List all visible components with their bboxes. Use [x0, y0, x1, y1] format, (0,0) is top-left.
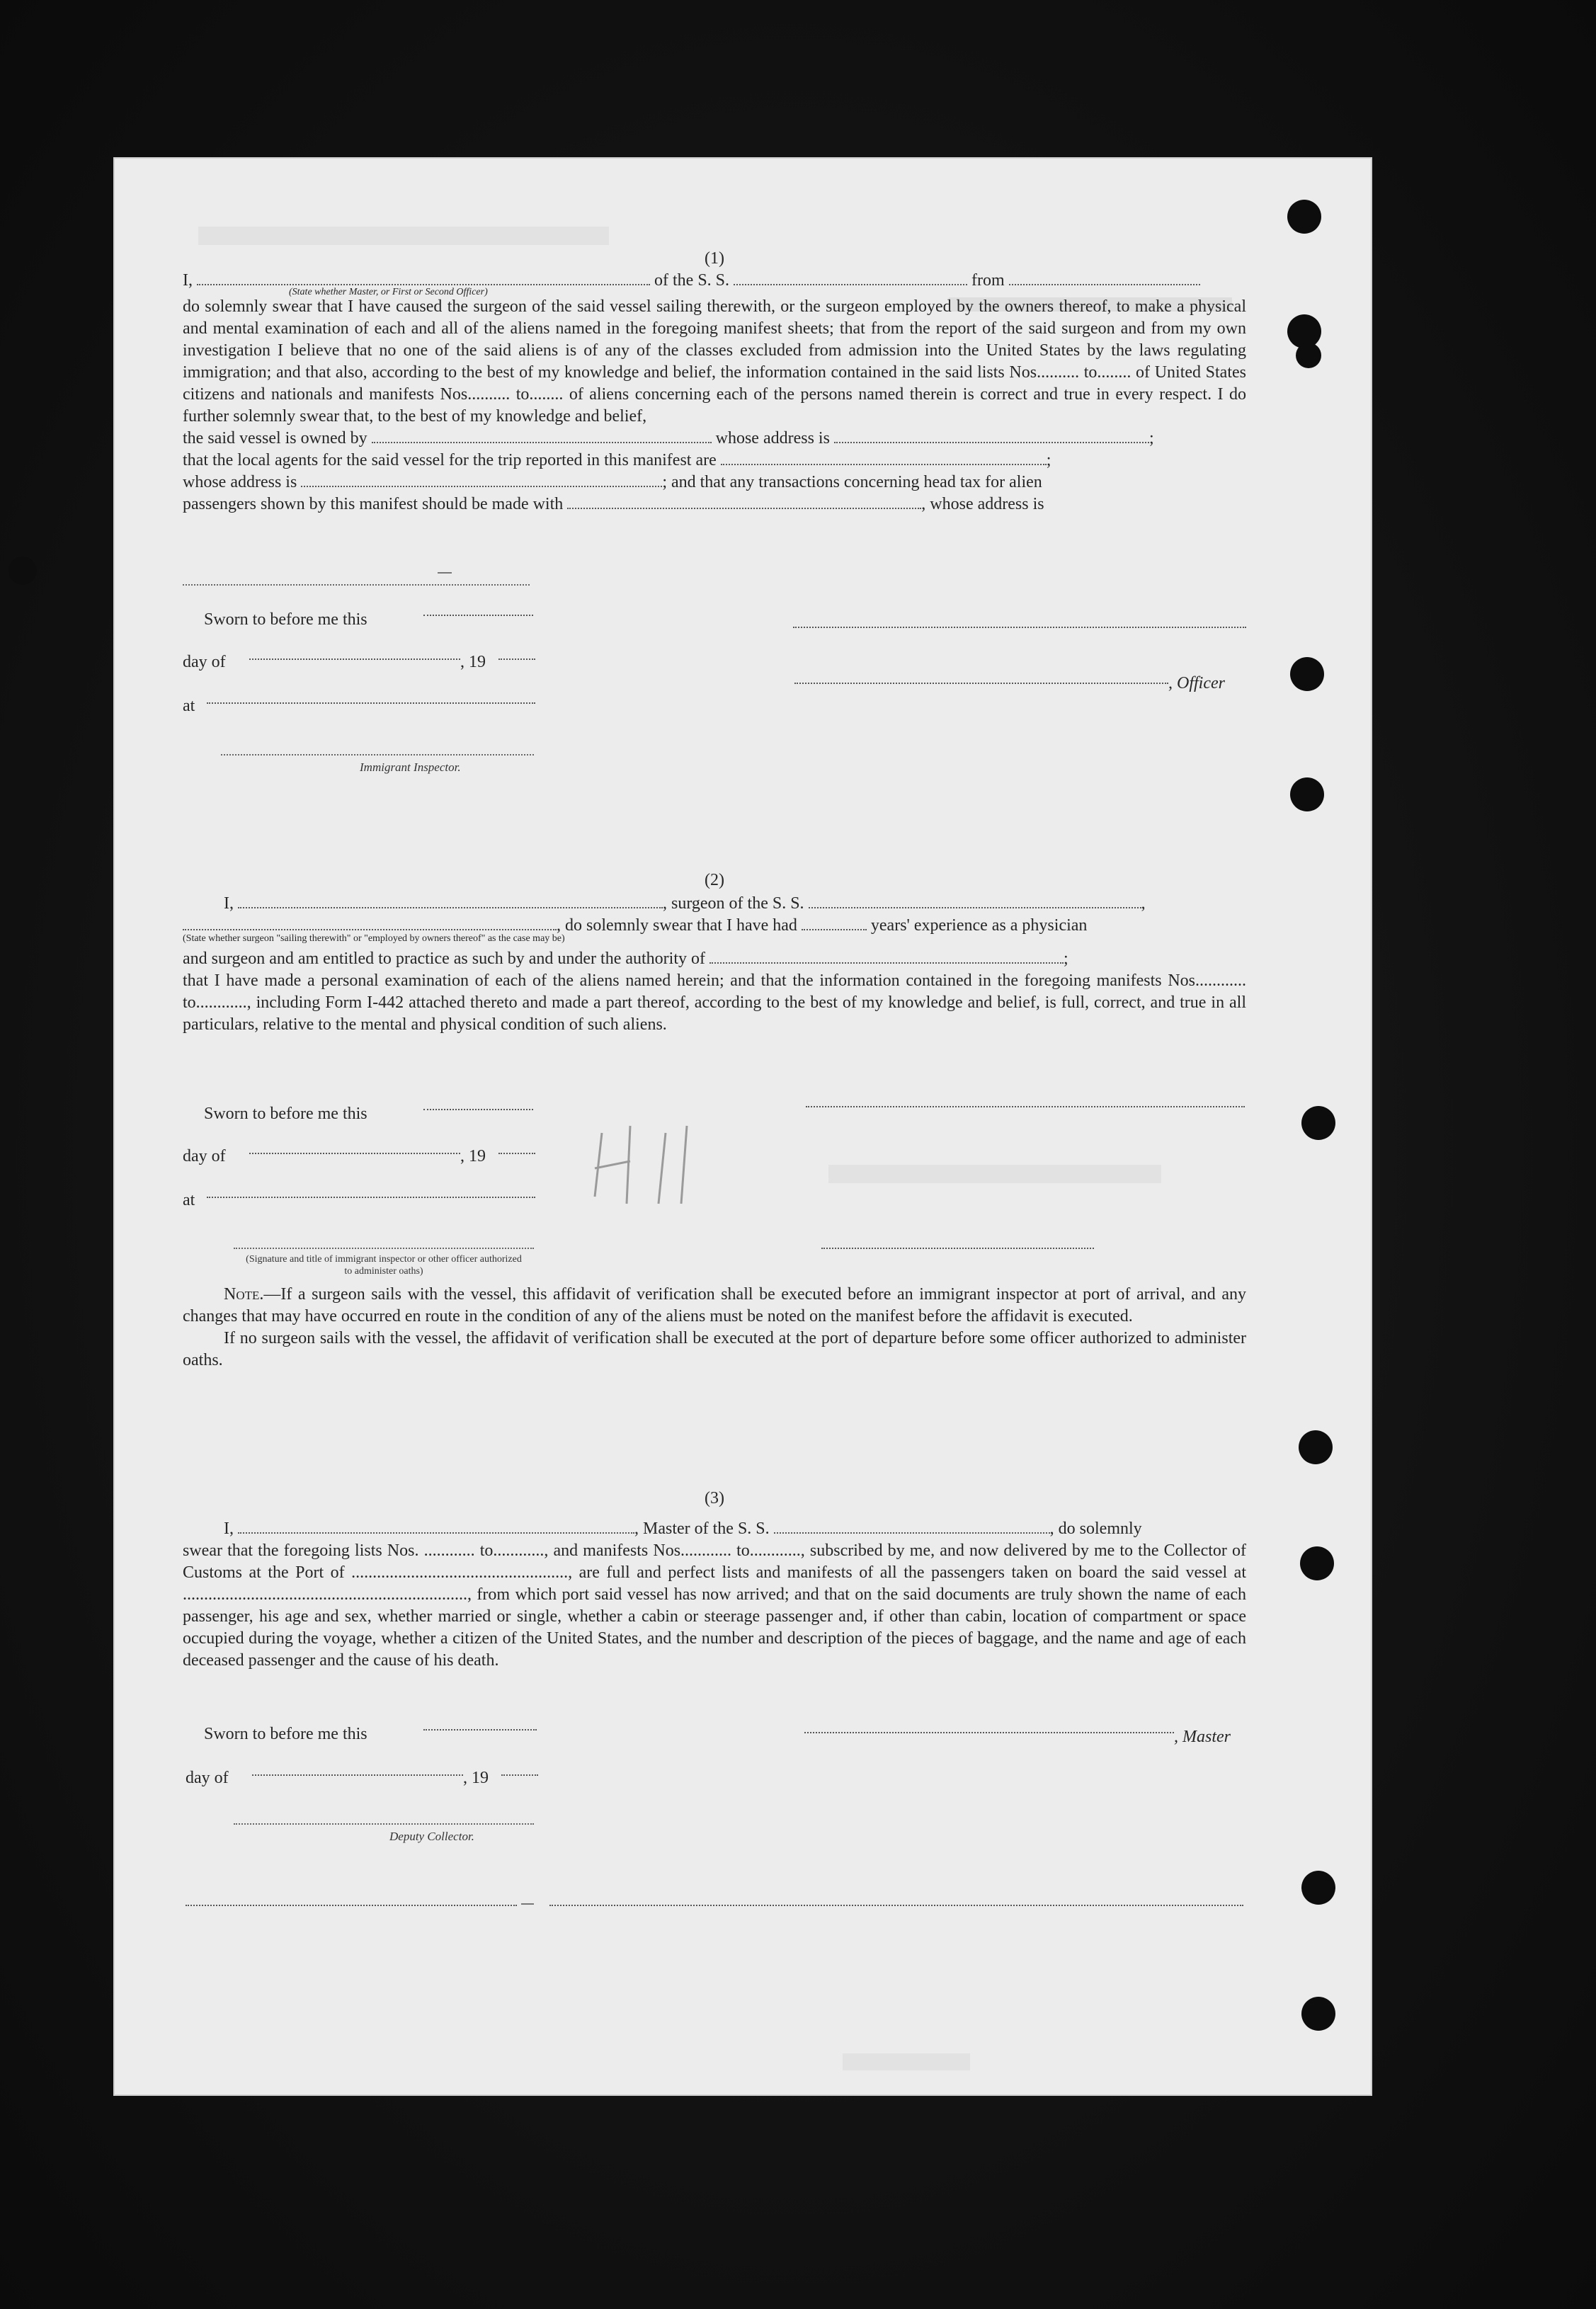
section-1-from-label: from — [971, 271, 1005, 290]
local-agents-field[interactable] — [721, 450, 1047, 465]
deputy-collector-signature-field[interactable] — [234, 1823, 534, 1825]
section-1-body: do solemnly swear that I have caused the surgeon of the said vessel sailing therewith, or the surgeon employed by the owners thereof, to make a physical and mental examination of each and all of the aliens named in the foregoing manifest sheets; that from the report of the said surgeon and from my own investigation I believe that no one of the said aliens is of any of the classes excluded from admission into the United States by the laws regulating immigration; and that also, according to the best of my knowledge and belief, the information contained in the said lists Nos.......... to........ of United States citizens and nationals and manifests Nos.......... to........ of aliens concerning each of the persons named therein is correct and true in every respect. I do further solemnly swear that, to the best of my knowledge and belief, — [183, 297, 1246, 426]
authority-label: and surgeon and am entitled to practice as such by and under the authority of — [183, 950, 705, 968]
s2-swear-text: , do solemnly swear that I have had — [557, 916, 797, 935]
s3-sworn-label: Sworn to before me this — [204, 1725, 367, 1743]
master-of-label: , Master of the S. S. — [634, 1520, 770, 1538]
s2-year-field[interactable] — [498, 1153, 535, 1154]
punch-hole — [8, 557, 37, 585]
bleed-through-mark — [843, 2053, 970, 2070]
s3-day-field[interactable] — [252, 1774, 463, 1776]
punch-hole — [1301, 1997, 1335, 2031]
owner-address-label: whose address is — [715, 429, 830, 447]
surgeon-of-label: surgeon of the S. S. — [671, 894, 804, 913]
punch-hole — [1299, 1430, 1333, 1464]
note-text-1: —If a surgeon sails with the vessel, this affidavit of verification shall be executed before an immigrant inspector at port of arrival, and any changes that may have occurred en route in the condition of any of the aliens must be noted on the manifest before the affidavit is executed. — [183, 1285, 1246, 1325]
s2-vessel-field[interactable] — [809, 893, 1141, 908]
s2-day-field[interactable] — [249, 1153, 460, 1154]
s3-year-label: , 19 — [463, 1769, 489, 1787]
inspector-caption: Immigrant Inspector. — [360, 760, 461, 774]
section-2: (2) I, , surgeon of the S. S. , , do solemnly swear that I have had years' experience as a physician (State whether surgeon "sailing therewith" or "employed by owners thereof" as the case may be) and surgeon and am entitled to practice as such by and under the authority of ; that I have made a personal examination of each of the aliens named herein; and that the information contained in the foregoing manifests Nos............ to............, including Form I-442 attached thereto and made a part thereof, according to the best of my knowledge and belief, is full, correct, and true in all particulars, relative to the mental and physical condition of such aliens. — [183, 870, 1246, 1036]
surgeon-type-caption: (State whether surgeon "sailing therewith" or "employed by owners thereof" as the case may be) — [183, 933, 565, 944]
officer-name-field[interactable] — [197, 270, 650, 285]
master-signature-field[interactable] — [804, 1732, 1174, 1733]
bleed-through-mark — [198, 227, 609, 245]
note — [183, 1284, 1246, 1372]
officer-rank-caption: (State whether Master, or First or Second Officer) — [289, 287, 488, 297]
punch-hole — [1301, 1106, 1335, 1140]
section-2-number: (2) — [705, 871, 724, 889]
local-agents-label: that the local agents for the said vessel for the trip reported in this manifest are — [183, 451, 717, 469]
master-label: , Master — [1174, 1728, 1231, 1746]
dash-mark — [521, 1903, 534, 1905]
officer-label: , Officer — [1168, 674, 1225, 692]
note-label: Note. — [224, 1285, 264, 1304]
s3-sworn-date-field[interactable] — [423, 1729, 537, 1731]
s1-day-of-label: day of — [183, 653, 226, 671]
punch-hole — [1301, 1871, 1335, 1905]
s1-sworn-label: Sworn to before me this — [204, 610, 367, 629]
owner-field[interactable] — [372, 428, 712, 443]
note-text-2: If no surgeon sails with the vessel, the affidavit of verification shall be executed at the port of departure before some officer authorized to administer oaths. — [183, 1329, 1246, 1369]
bottom-line-right — [549, 1905, 1243, 1906]
oath-signature-caption: (Signature and title of immigrant inspector or other officer authorized to administer oaths) — [246, 1254, 522, 1277]
section-1-i: I, — [183, 271, 193, 290]
section-1: (1) I, of the S. S. from (State whether Master, or First or Second Officer) do solemnly swear that I have caused the surgeon of the said vessel sailing therewith, or the surgeon employed by the owners thereof, to make a physical and mental examination of each and all of the aliens named in the foregoing manifest sheets; that from the report of the said surgeon and from my own investigation I believe that no one of the said aliens is of any of the classes excluded from admission into the United States by the laws regulating immigration; and that also, according to the best of my knowledge and belief, the information contained in the said lists Nos.......... to........ of United States citizens and nationals and manifests Nos.......... to........ of aliens concerning each of the persons named therein is correct and true in every respect. I do further solemnly swear that, to the best of my knowledge and belief, the said vessel is owned by whose address is ; that the local agents for the said vessel for the trip reported in this manifest are ; whose address is ; and that any transactions concerning head tax for alien passengers shown by this manifest should be made with , whose address is — [183, 249, 1246, 513]
surgeon-type-field[interactable] — [183, 915, 557, 930]
s2-place-field[interactable] — [207, 1197, 535, 1198]
passengers-label: passengers shown by this manifest should be made with — [183, 495, 564, 513]
punch-hole — [1290, 777, 1324, 811]
vessel-name-field[interactable] — [734, 270, 967, 285]
bottom-line-left — [186, 1905, 517, 1906]
punch-hole — [1290, 657, 1324, 691]
address-continuation-line-2[interactable] — [793, 627, 1246, 628]
s2-year-label: , 19 — [460, 1147, 486, 1165]
head-tax-contact-field[interactable] — [567, 494, 921, 509]
contact-address-label: whose address is — [930, 495, 1044, 513]
officer-oath-signature-field[interactable] — [234, 1248, 534, 1249]
years-label: years' experience as a physician — [870, 916, 1088, 935]
deputy-collector-caption: Deputy Collector. — [389, 1830, 474, 1843]
s1-day-field[interactable] — [249, 659, 460, 660]
section-2-i: I, — [224, 894, 234, 913]
address-continuation-line[interactable] — [183, 584, 530, 586]
punch-hole — [1300, 1546, 1334, 1580]
owned-by-label: the said vessel is owned by — [183, 429, 367, 447]
departure-port-field[interactable] — [1009, 270, 1200, 285]
master-name-field[interactable] — [238, 1518, 634, 1534]
s2-sworn-date-field[interactable] — [423, 1109, 533, 1110]
s1-year-field[interactable] — [498, 659, 535, 660]
agents-address-field[interactable] — [301, 472, 662, 487]
s3-year-field[interactable] — [501, 1774, 538, 1776]
do-solemnly-text: , do solemnly — [1049, 1520, 1142, 1538]
s2-day-of-label: day of — [183, 1147, 226, 1165]
head-tax-text: ; and that any transactions concerning head tax for alien — [662, 473, 1042, 491]
s1-sworn-date-field[interactable] — [423, 615, 533, 616]
surgeon-name-field[interactable] — [238, 893, 663, 908]
section-3-body: swear that the foregoing lists Nos. ............ to............, and manifests Nos............ to............, subscribed by me, and now delivered by me to the Collector of Customs at the Port of ..................................................., are full and perfect lists and manifests of all the passengers taken on board the said vessel at ..................................................................., from which port said vessel has now arrived; and that on the said documents are truly shown the name of each passenger, his age and sex, whether married or single, whether a cabin or steerage passenger and, if other than cabin, location of compartment or space occupied during the voyage, whether a citizen of the United States, and the number and description of the pieces of baggage, and the name and age of each deceased passenger and the cause of his death. — [183, 1541, 1246, 1670]
section-3-number: (3) — [705, 1489, 724, 1507]
section-2-body: that I have made a personal examination of each of the aliens named herein; and that the information contained in the foregoing manifests Nos............ to............, including Form I-442 attached thereto and made a part thereof, according to the best of my knowledge and belief, is full, correct, and true in all particulars, relative to the mental and physical condition of such aliens. — [183, 971, 1246, 1034]
s2-at-label: at — [183, 1191, 195, 1209]
s2-sworn-label: Sworn to before me this — [204, 1105, 367, 1123]
officer-signature-field[interactable] — [794, 683, 1168, 684]
section-3-i: I, — [224, 1520, 234, 1538]
punch-hole — [1296, 343, 1321, 368]
purser-signature-field[interactable] — [821, 1248, 1094, 1249]
s3-day-of-label: day of — [186, 1769, 229, 1787]
section-3 — [183, 1488, 1246, 1672]
inspector-signature-field[interactable] — [221, 754, 534, 756]
s1-year-label: , 19 — [460, 653, 486, 671]
section-1-number: (1) — [705, 249, 724, 268]
agents-address-label: whose address is — [183, 473, 297, 491]
owner-address-field[interactable] — [834, 428, 1149, 443]
s1-place-field[interactable] — [207, 702, 535, 704]
s3-vessel-field[interactable] — [774, 1518, 1050, 1534]
s1-at-label: at — [183, 697, 195, 715]
authority-field[interactable] — [709, 948, 1064, 964]
handwritten-initials — [588, 1119, 729, 1218]
bleed-through-mark — [828, 1165, 1161, 1183]
dash-mark — [438, 572, 452, 574]
section-1-ss-label: of the S. S. — [654, 271, 730, 290]
punch-hole — [1287, 200, 1321, 234]
years-experience-field[interactable] — [802, 915, 867, 930]
surgeon-signature-field[interactable] — [806, 1106, 1245, 1107]
